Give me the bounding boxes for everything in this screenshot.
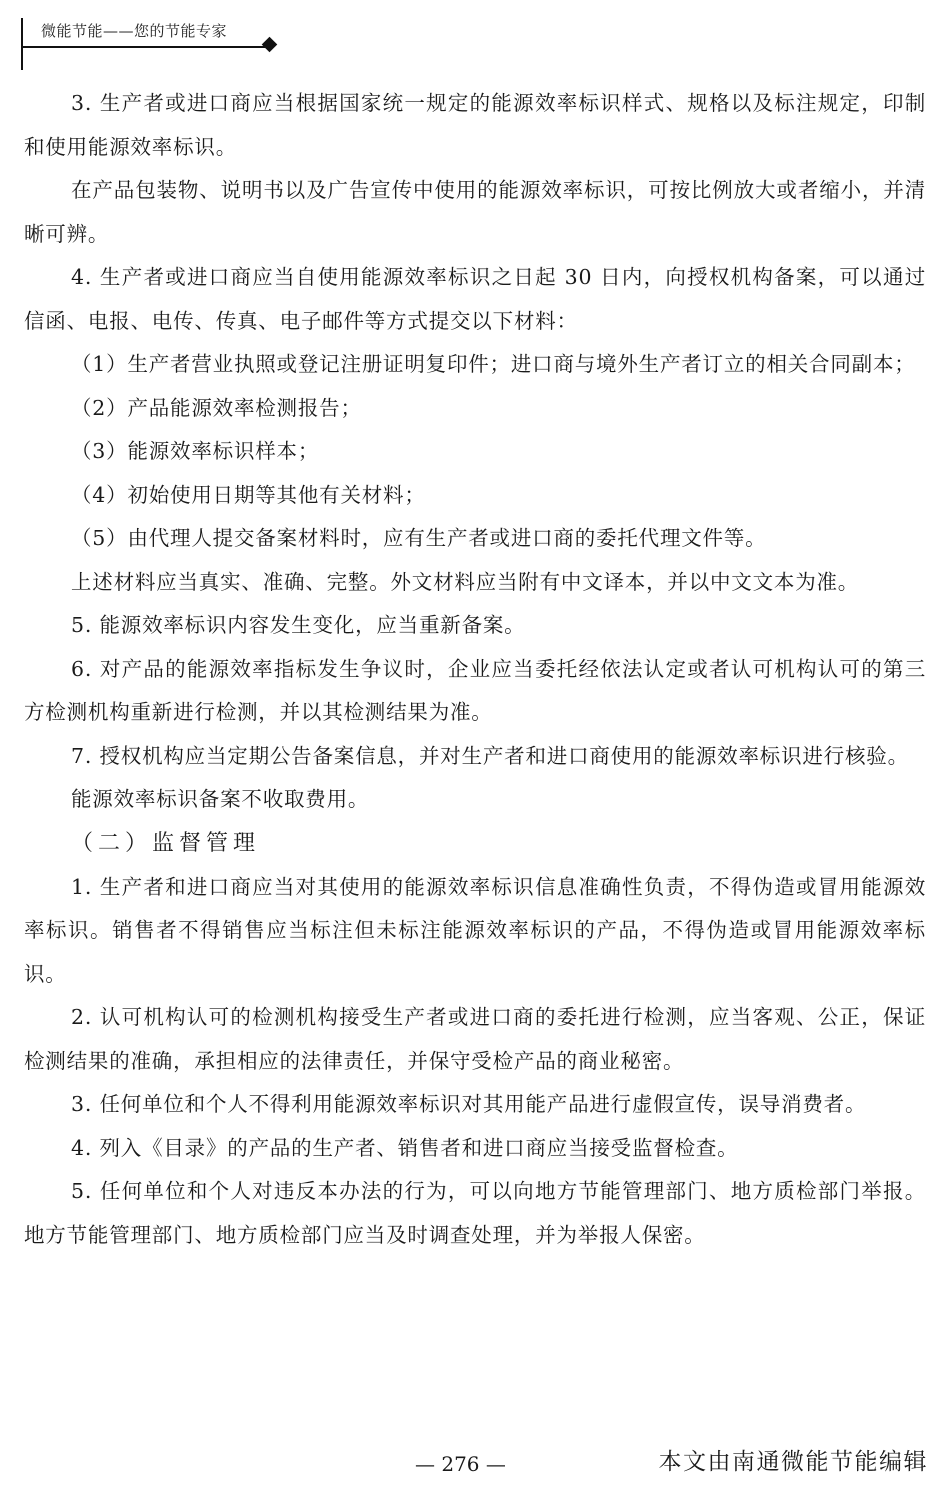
diamond-icon — [262, 37, 278, 53]
paragraph: 在产品包装物、说明书以及广告宣传中使用的能源效率标识，可按比例放大或者缩小，并清晰可辨。 — [24, 178, 926, 246]
paragraph: 5. 任何单位和个人对违反本办法的行为，可以向地方节能管理部门、地方质检部门举报。地方节能管理部门、地方质检部门应当及时调查处理，并为举报人保密。 — [24, 1179, 926, 1247]
page-header — [21, 18, 281, 70]
section-heading: （二）监督管理 — [71, 830, 261, 856]
header-horizontal-rule — [21, 46, 273, 48]
paragraph: 4. 生产者或进口商应当自使用能源效率标识之日起 30 日内，向授权机构备案，可以通过信函、电报、电传、传真、电子邮件等方式提交以下材料： — [24, 265, 926, 333]
list-item: （5）由代理人提交备案材料时，应有生产者或进口商的委托代理文件等。 — [71, 526, 767, 550]
document-body — [24, 82, 926, 1257]
header-title: 微能节能——您的节能专家 — [41, 22, 228, 40]
paragraph: 1. 生产者和进口商应当对其使用的能源效率标识信息准确性负责，不得伪造或冒用能源效率标识。销售者不得销售应当标注但未标注能源效率标识的产品，不得伪造或冒用能源效率标识。 — [24, 874, 926, 986]
header-vertical-rule — [21, 18, 23, 70]
list-item: （4）初始使用日期等其他有关材料； — [71, 482, 426, 507]
paragraph: 7. 授权机构应当定期公告备案信息，并对生产者和进口商使用的能源效率标识进行核验。 — [71, 743, 909, 768]
page-number: — 276 — — [415, 1452, 506, 1476]
paragraph: 3. 任何单位和个人不得利用能源效率标识对其用能产品进行虚假宣传，误导消费者。 — [71, 1092, 867, 1116]
list-item: （2）产品能源效率检测报告； — [71, 395, 362, 420]
list-item: （3）能源效率标识样本； — [71, 439, 320, 463]
paragraph: 能源效率标识备案不收取费用。 — [71, 787, 370, 811]
paragraph: 2. 认可机构认可的检测机构接受生产者或进口商的委托进行检测，应当客观、公正，保证检测结果的准确，承担相应的法律责任，并保守受检产品的商业秘密。 — [24, 1005, 926, 1073]
paragraph: 5. 能源效率标识内容发生变化，应当重新备案。 — [71, 613, 526, 637]
paragraph: 3. 生产者或进口商应当根据国家统一规定的能源效率标识样式、规格以及标注规定，印制和使用能源效率标识。 — [24, 91, 926, 159]
list-item: （1）生产者营业执照或登记注册证明复印件；进口商与境外生产者订立的相关合同副本； — [71, 352, 916, 376]
paragraph: 4. 列入《目录》的产品的生产者、销售者和进口商应当接受监督检查。 — [71, 1135, 739, 1160]
paragraph: 上述材料应当真实、准确、完整。外文材料应当附有中文译本，并以中文文本为准。 — [71, 569, 860, 594]
editor-note: 本文由南通微能节能编辑 — [658, 1449, 928, 1475]
paragraph: 6. 对产品的能源效率指标发生争议时，企业应当委托经依法认定或者认可机构认可的第三方检测机构重新进行检测，并以其检测结果为准。 — [24, 656, 926, 724]
